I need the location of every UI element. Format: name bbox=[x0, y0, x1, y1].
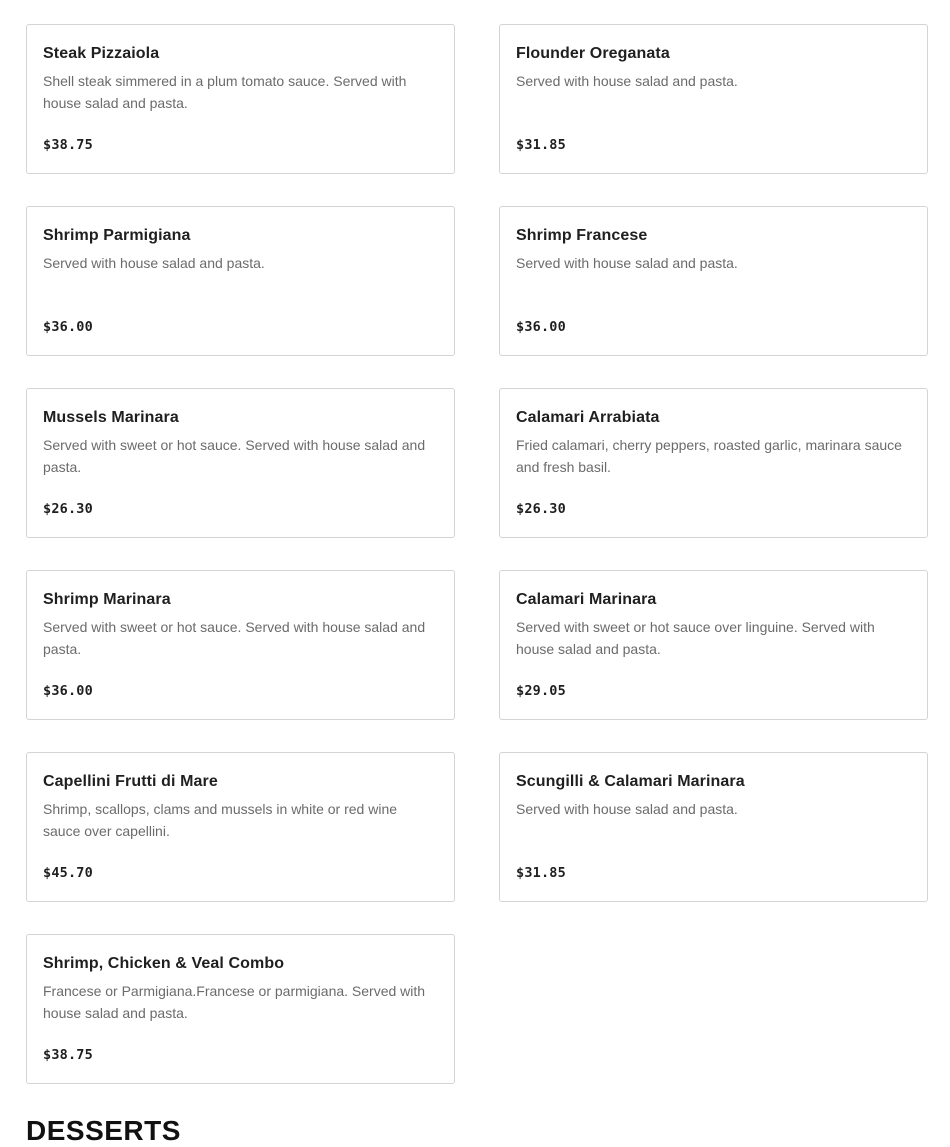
menu-item-name: Calamari Marinara bbox=[516, 591, 657, 608]
menu-item-description: Served with sweet or hot sauce. Served with house salad and pasta. bbox=[43, 619, 426, 657]
menu-item-card[interactable] bbox=[499, 206, 928, 356]
menu-item-name: Shrimp Parmigiana bbox=[43, 227, 191, 244]
menu-item-card[interactable] bbox=[26, 752, 455, 902]
menu-item-description: Served with sweet or hot sauce over linguine. Served with house salad and pasta. bbox=[516, 619, 875, 657]
menu-item-card[interactable] bbox=[499, 24, 928, 174]
menu-item-description: Served with house salad and pasta. bbox=[43, 255, 265, 271]
menu-item-price: $36.00 bbox=[516, 319, 566, 335]
menu-item-name: Shrimp Marinara bbox=[43, 591, 171, 608]
menu-item-name: Scungilli & Calamari Marinara bbox=[516, 773, 745, 790]
menu-item-description: Served with house salad and pasta. bbox=[516, 255, 738, 271]
menu-item-name: Shrimp, Chicken & Veal Combo bbox=[43, 955, 285, 972]
menu-item-name: Flounder Oreganata bbox=[516, 45, 670, 62]
menu-item-card[interactable] bbox=[499, 388, 928, 538]
menu-item-price: $29.05 bbox=[516, 683, 566, 699]
menu-item-price: $38.75 bbox=[43, 137, 93, 153]
menu-item-price: $31.85 bbox=[516, 137, 566, 153]
menu-item-card[interactable] bbox=[499, 752, 928, 902]
menu-item-card[interactable] bbox=[26, 934, 455, 1084]
menu-item-card[interactable] bbox=[26, 388, 455, 538]
menu-item-price: $45.70 bbox=[43, 865, 93, 881]
menu-items-grid bbox=[26, 24, 928, 1084]
menu-item-description: Shrimp, scallops, clams and mussels in white or red wine sauce over capellini. bbox=[43, 801, 398, 839]
menu-item-card[interactable] bbox=[499, 570, 928, 720]
menu-item-name: Steak Pizzaiola bbox=[43, 45, 160, 62]
menu-item-price: $36.00 bbox=[43, 319, 93, 335]
menu-item-card[interactable] bbox=[26, 24, 455, 174]
menu-item-price: $36.00 bbox=[43, 683, 93, 699]
section-heading-desserts: DESSERTS bbox=[26, 1115, 181, 1146]
menu-item-name: Calamari Arrabiata bbox=[516, 409, 660, 426]
menu-item-card[interactable] bbox=[26, 570, 455, 720]
menu-item-description: Fried calamari, cherry peppers, roasted garlic, marinara sauce and fresh basil. bbox=[516, 437, 902, 475]
menu-item-name: Shrimp Francese bbox=[516, 227, 648, 244]
menu-item-description: Shell steak simmered in a plum tomato sauce. Served with house salad and pasta. bbox=[43, 73, 407, 111]
menu-item-price: $26.30 bbox=[516, 501, 566, 517]
menu-item-card[interactable] bbox=[26, 206, 455, 356]
menu-item-description: Served with sweet or hot sauce. Served with house salad and pasta. bbox=[43, 437, 426, 475]
menu-item-price: $26.30 bbox=[43, 501, 93, 517]
menu-item-price: $31.85 bbox=[516, 865, 566, 881]
menu-item-name: Mussels Marinara bbox=[43, 409, 179, 426]
menu-item-description: Served with house salad and pasta. bbox=[516, 801, 738, 817]
menu-item-description: Served with house salad and pasta. bbox=[516, 73, 738, 89]
menu-item-name: Capellini Frutti di Mare bbox=[43, 773, 218, 790]
menu-item-price: $38.75 bbox=[43, 1047, 93, 1063]
menu-item-description: Francese or Parmigiana.Francese or parmigiana. Served with house salad and pasta. bbox=[43, 983, 426, 1021]
